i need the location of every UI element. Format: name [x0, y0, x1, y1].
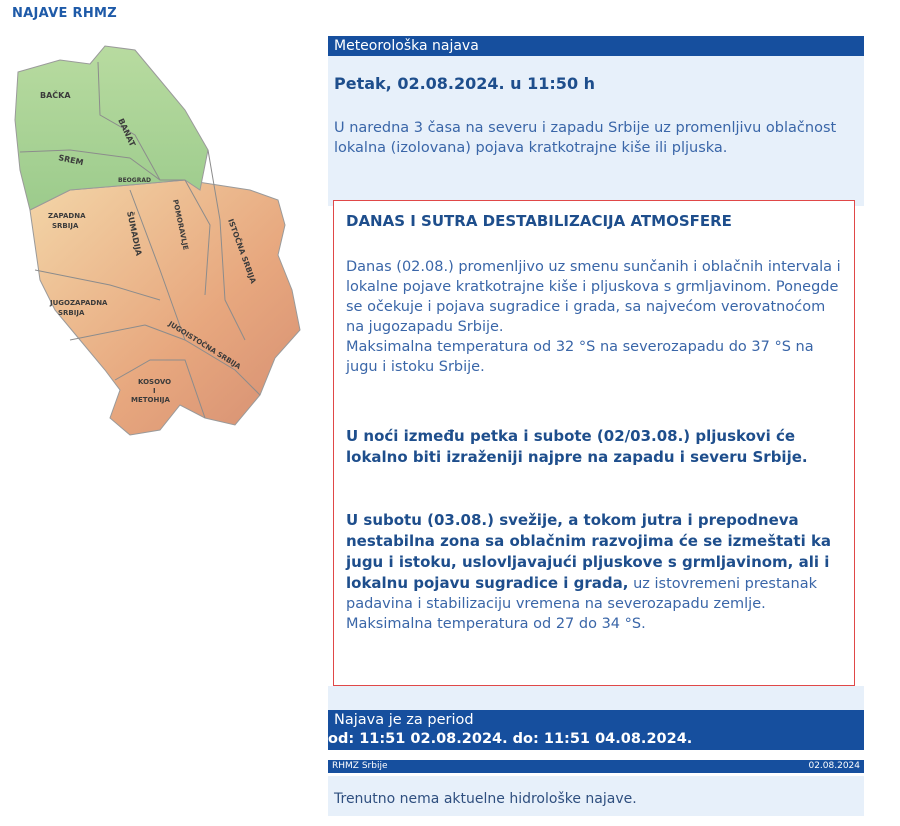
- map-label-sumadija: ŠUMADIJA: [125, 210, 144, 257]
- alert-paragraph-1: [346, 257, 846, 377]
- forecast-intro: U naredna 3 časa na severu i zapadu Srbije uz promenljivu oblačnost lokalna (izolovana) pojava kratkotrajne kiše ili pljuska.: [334, 120, 837, 156]
- alert-title: DANAS I SUTRA DESTABILIZACIJA ATMOSFERE: [346, 212, 732, 230]
- alert-p3-bold: U subotu (03.08.) svežije, a tokom jutra i prepodneva nestabilna zona sa oblačnim razvojima će se izmeštati ka jugu i istoku, uslovljavajući pljuskove s grmljavinom, ali i lokalnu pojavu sugradice i grada,: [346, 511, 832, 592]
- alert-p1-text: Danas (02.08.) promenljivo uz smenu sunčanih i oblačnih intervala i lokalne pojave kratkotrajne kiše i pljuskova s grmljavinom. Ponegde se očekuje i pojava sugradice i grada, sa najvećom verovatnoćom na jugozapadu Srbije.: [346, 259, 841, 335]
- forecast-date: Petak, 02.08.2024. u 11:50 h: [334, 74, 596, 93]
- period-bar: [328, 710, 864, 750]
- alert-paragraph-3: [346, 510, 846, 634]
- hydro-text: Trenutno nema aktuelne hidrološke najave.: [334, 791, 637, 807]
- map-label-beograd: BEOGRAD: [118, 177, 151, 184]
- source-date: 02.08.2024: [808, 761, 860, 771]
- source-strip: [328, 760, 864, 773]
- alert-paragraph-2: U noći između petka i subote (02/03.08.) pljuskovi će lokalno biti izraženiji najpre na zapadu i severu Srbije.: [346, 427, 808, 466]
- forecast-panel-gap: [328, 686, 864, 710]
- source-link[interactable]: RHMZ Srbije: [332, 761, 388, 771]
- map-label-zapadna-srbija: SRBIJA: [52, 222, 79, 230]
- alert-p3-rest: uz istovremeni prestanak padavina i stabilizaciju vremena na severozapadu zemlje. Maksimalna temperatura od 27 do 34 °S.: [346, 576, 818, 632]
- map-label-kosovo: KOSOVO: [138, 378, 172, 386]
- alert-p1-temperature: Maksimalna temperatura od 32 °S na severozapadu do 37 °S na jugu i istoku Srbije.: [346, 339, 814, 375]
- period-range: od: 11:51 02.08.2024. do: 11:51 04.08.2024.: [328, 731, 693, 747]
- map-label-jugozapadna-srbija: SRBIJA: [58, 309, 85, 317]
- map-label-jugozapadna: JUGOZAPADNA: [50, 299, 108, 307]
- section-title-bar: Meteorološka najava: [328, 36, 864, 56]
- map-label-banat: BANAT: [116, 117, 138, 149]
- map-label-pomoravlje: POMORAVLJE: [171, 198, 190, 251]
- map-label-metohija: METOHIJA: [131, 396, 170, 404]
- map-label-srem: SREM: [57, 153, 85, 168]
- map-label-istocna-srbija: ISTOČNA SRBIJA: [226, 217, 258, 285]
- map-label-kosovo-i: I: [153, 387, 156, 395]
- period-label: Najava je za period: [334, 712, 474, 728]
- page-heading: NAJAVE RHMZ: [12, 6, 117, 21]
- map-label-backa: BAČKA: [40, 91, 71, 100]
- map-label-jugoistocna-srbija: JUGOISTOČNA SRBIJA: [166, 319, 243, 372]
- map-label-zapadna: ZAPADNA: [48, 212, 86, 220]
- serbia-region-map[interactable]: [10, 40, 315, 440]
